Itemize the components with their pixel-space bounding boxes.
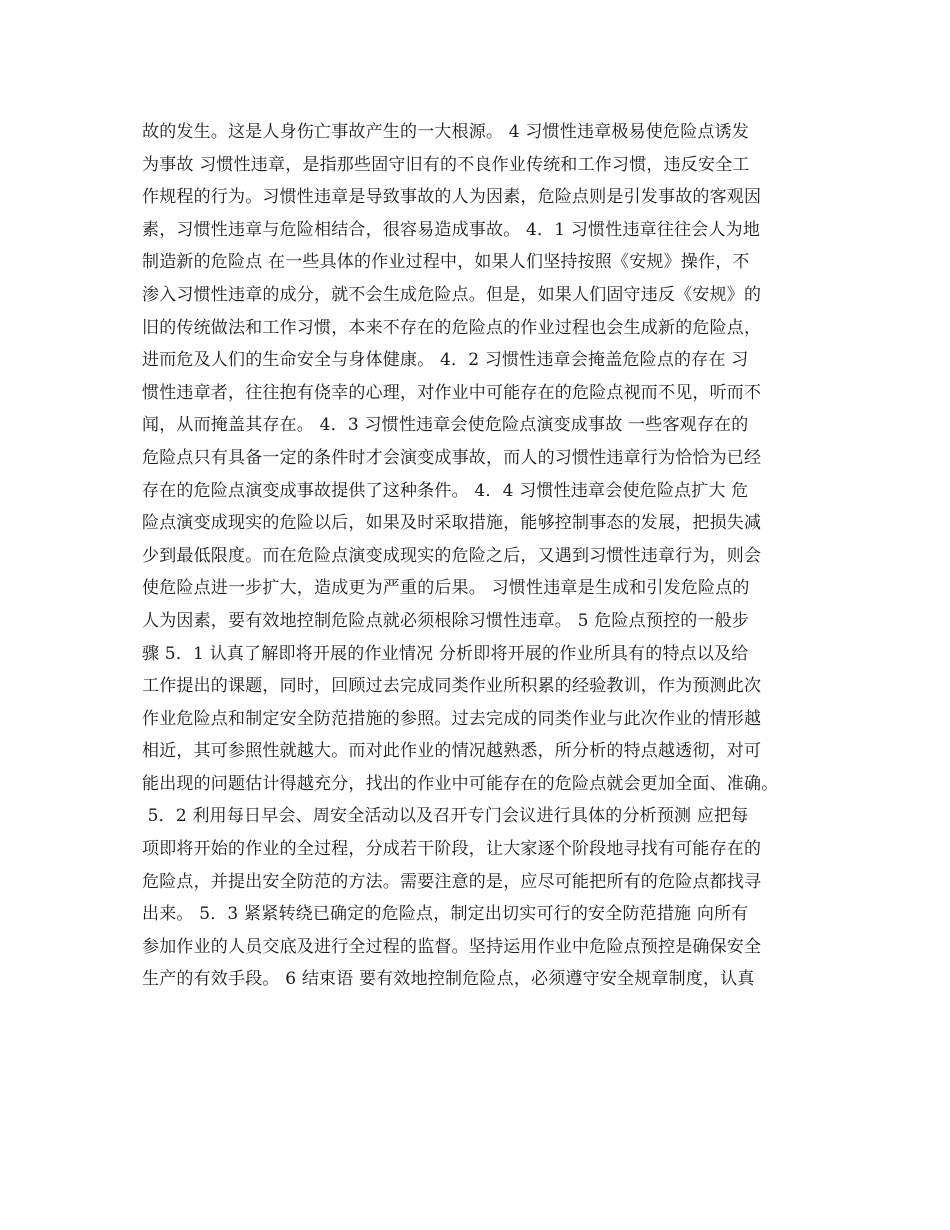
text-line: 险点演变成现实的危险以后，如果及时采取措施，能够控制事态的发展，把损失减: [142, 513, 762, 534]
text-line: 人为因素，要有效地控制危险点就必须根除习惯性违章。 5 危险点预控的一般步: [142, 610, 750, 631]
text-line: 作规程的行为。习惯性违章是导致事故的人为因素，危险点则是引发事故的客观因: [142, 187, 762, 208]
text-line: 素，习惯性违章与危险相结合，很容易造成事故。 4．1 习惯性违章往往会人为地: [142, 219, 761, 240]
text-line: 参加作业的人员交底及进行全过程的监督。坚持运用作业中危险点预控是确保安全: [142, 936, 762, 957]
text-line: 旧的传统做法和工作习惯，本来不存在的危险点的作业过程也会生成新的危险点，: [142, 317, 762, 338]
text-line: 存在的危险点演变成事故提供了这种条件。 4．4 习惯性违章会使危险点扩大 危: [142, 480, 749, 501]
text-line: 工作提出的课题，同时，回顾过去完成同类作业所积累的经验教训，作为预测此次: [142, 676, 762, 697]
text-line: 危险点，并提出安全防范的方法。需要注意的是，应尽可能把所有的危险点都找寻: [142, 871, 762, 892]
text-line: 进而危及人们的生命安全与身体健康。 4．2 习惯性违章会掩盖危险点的存在 习: [142, 350, 749, 371]
text-line: 惯性违章者，往往抱有侥幸的心理，对作业中可能存在的危险点视而不见，听而不: [142, 382, 762, 403]
text-line: 相近，其可参照性就越大。而对此作业的情况越熟悉，所分析的特点越透彻，对可: [142, 741, 762, 762]
text-line: 项即将开始的作业的全过程，分成若干阶段，让大家逐个阶段地寻找有可能存在的: [142, 839, 762, 860]
text-line: 危险点只有具备一定的条件时才会演变成事故，而人的习惯性违章行为恰恰为已经: [142, 447, 762, 468]
text-line: 作业危险点和制定安全防范措施的参照。过去完成的同类作业与此次作业的情形越: [142, 708, 762, 729]
text-line: 骤 5．1 认真了解即将开展的作业情况 分析即将开展的作业所具有的特点以及给: [142, 643, 749, 664]
text-line: 5．2 利用每日早会、周安全活动以及召开专门会议进行具体的分析预测 应把每: [142, 806, 749, 827]
body-text: [142, 116, 822, 996]
text-line: 少到最低限度。而在危险点演变成现实的危险之后，又遇到习惯性违章行为，则会: [142, 545, 762, 566]
text-line: 能出现的问题估计得越充分，找出的作业中可能存在的危险点就会更加全面、准确。: [142, 773, 779, 794]
text-line: 为事故 习惯性违章，是指那些固守旧有的不良作业传统和工作习惯，违反安全工: [142, 154, 750, 175]
text-line: 使危险点进一步扩大，造成更为严重的后果。 习惯性违章是生成和引发危险点的: [142, 578, 750, 599]
text-line: 故的发生。这是人身伤亡事故产生的一大根源。 4 习惯性违章极易使危险点诱发: [142, 122, 750, 142]
text-line: 制造新的危险点 在一些具体的作业过程中，如果人们坚持按照《安规》操作，不: [142, 252, 750, 273]
text-line: 出来。 5．3 紧紧转绕已确定的危险点，制定出切实可行的安全防范措施 向所有: [142, 904, 749, 925]
text-line: 生产的有效手段。 6 结束语 要有效地控制危险点，必须遵守安全规章制度，认真: [142, 969, 755, 990]
text-line: 闻，从而掩盖其存在。 4．3 习惯性违章会使危险点演变成事故 一些客观存在的: [142, 415, 749, 436]
text-line: 渗入习惯性违章的成分，就不会生成危险点。但是，如果人们固守违反《安规》的: [142, 284, 762, 305]
